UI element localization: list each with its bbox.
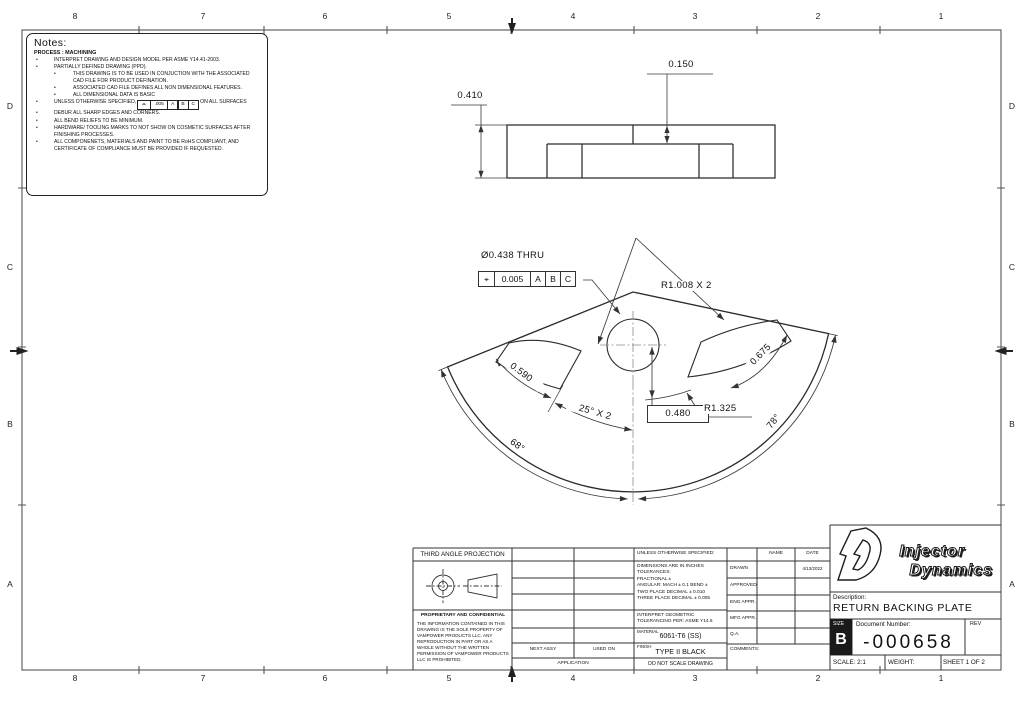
- position-symbol-icon: ⌖: [478, 271, 495, 287]
- fcf-datum-a: A: [530, 271, 546, 287]
- material-label: MATERIAL: [637, 629, 659, 634]
- surface-profile-fcf: ⌓ .005 A B C: [138, 100, 199, 110]
- note-surface-finish: • UNLESS OTHERWISE SPECIFIED, ⌓ .005 A B C ON ALL SURFACES: [34, 99, 261, 110]
- rev-label: REV: [970, 621, 982, 627]
- approval-row-label: DRAWN: [730, 566, 748, 571]
- approval-row-label: ENG APPR.: [730, 600, 756, 605]
- front-view-outline: [448, 292, 829, 492]
- position-fcf: [479, 271, 576, 287]
- dim-left-angle: 68°: [499, 431, 535, 461]
- slot-radius-leader-right: [636, 238, 724, 320]
- proprietary-body: THE INFORMATION CONTAINED IN THIS DRAWING IS THE SOLE PROPERTY OF VAMPOWER PRODUCTS LLC. ANY REPRODUCTION IN PART OR AS A WHOLE WITHOUT THE WRITTEN PERMISSION OF VAMPOWER PRODUCTS LLC IS PROHIBITED.: [417, 621, 509, 662]
- zone-row-left-d: D: [6, 101, 14, 111]
- zone-row-right-d: D: [1008, 101, 1016, 111]
- surface-profile-icon: ⌓: [137, 100, 151, 110]
- zone-col-bottom-1: 1: [938, 673, 944, 683]
- drawn-date: 4/13/2022: [802, 566, 823, 571]
- interpret-note: INTERPRET GEOMETRIC TOLERANCING PER: ASME Y14.5: [637, 613, 713, 625]
- notes-box: [26, 33, 268, 196]
- note-subitem: • THIS DRAWING IS TO BE USED IN CONJUCTION WITH THE ASSOCIATED CAD FILE FOR PRODUCT DEFINATION.: [54, 71, 250, 85]
- comments-label: COMMENTS:: [730, 647, 760, 652]
- dim-center-offset: 0.480: [647, 405, 709, 423]
- note-item: • DEBUR ALL SHARP EDGES AND CORNERS.: [36, 110, 161, 117]
- third-angle-projection-icon: [426, 569, 502, 603]
- dim-right-arc-length: 0.675: [740, 333, 782, 376]
- date-header: DATE: [806, 551, 819, 556]
- docnum-value: -000658: [863, 632, 954, 653]
- approval-row-label: Q.A.: [730, 632, 740, 637]
- notes-process: PROCESS : MACHINING: [34, 50, 97, 56]
- approval-row-label: MFG APPR.: [730, 616, 757, 621]
- dim-slot-angle: 25° X 2: [566, 400, 624, 425]
- scale-value: SCALE: 2:1: [833, 659, 866, 666]
- section-view-geometry: [507, 125, 775, 178]
- notes-title: Notes:: [34, 37, 67, 49]
- proprietary-title: PROPRIETARY AND CONFIDENTIAL: [420, 613, 506, 618]
- note-subitem: • ALL DIMENSIONAL DATA IS BASIC: [54, 92, 156, 99]
- sheet-label: SHEET 1 OF 2: [943, 659, 985, 666]
- zone-col-bottom-3: 3: [692, 673, 698, 683]
- hole-callout: Ø0.438 THRU: [481, 250, 545, 261]
- slot-radius-leader-left: [598, 238, 636, 344]
- finish-label: FINISH: [637, 644, 652, 649]
- size-label: SIZE: [833, 621, 845, 627]
- zone-col-bottom-8: 8: [72, 673, 78, 683]
- note-item: • ALL BEND RELIEFS TO BE MINIMUM.: [36, 117, 144, 124]
- fcf-datum-c: C: [560, 271, 576, 287]
- zone-col-bottom-6: 6: [322, 673, 328, 683]
- material-value: 6061-T6 (SS): [659, 633, 702, 640]
- note-item: • HARDWARE/ TOOLING MARKS TO NOT SHOW ON COSMETIC SURFACES AFTER FINISHING PROCESSES.: [36, 124, 251, 138]
- zone-col-top-6: 6: [322, 11, 328, 21]
- zone-col-top-4: 4: [570, 11, 576, 21]
- name-header: NAME: [769, 551, 783, 556]
- zone-row-left-c: C: [6, 262, 14, 272]
- zone-col-bottom-5: 5: [446, 673, 452, 683]
- note-item: • ALL COMPONENETS, MATERIALS AND PAINT TO BE RoHS COMPLIANT, AND CERTIFICATE OF COMPLIANCE MUST BE PROVIDED IF REQUESTED.: [36, 138, 239, 152]
- application-label: APPLICATION: [557, 661, 589, 666]
- zone-col-top-3: 3: [692, 11, 698, 21]
- zone-col-bottom-4: 4: [570, 673, 576, 683]
- dim-web-thickness: 0.150: [647, 60, 715, 70]
- size-value: B: [835, 631, 847, 648]
- zone-col-top-8: 8: [72, 11, 78, 21]
- zone-row-right-c: C: [1008, 262, 1016, 272]
- tolerance-header: UNLESS OTHERWISE SPECIFIED:: [637, 551, 715, 556]
- weight-label: WEIGHT:: [888, 659, 915, 666]
- next-assy-label: NEXT ASSY: [529, 647, 557, 652]
- no-scale-note: DO NOT SCALE DRAWING: [648, 661, 713, 667]
- dim-overall-height: 0.410: [450, 91, 490, 101]
- zone-col-top-2: 2: [815, 11, 821, 21]
- dim-slot-radius: R1.008 X 2: [661, 280, 712, 291]
- used-on-label: USED ON: [593, 647, 615, 652]
- zone-row-left-b: B: [7, 419, 13, 429]
- description-value: RETURN BACKING PLATE: [833, 602, 973, 614]
- dim-inner-radius: R1.325: [704, 403, 737, 414]
- brand-line-2: Dynamics: [909, 562, 993, 579]
- docnum-label: Document Number:: [856, 621, 911, 628]
- note-subitem: • ASSOCIATED CAD FILE DEFINES ALL NON DIMENSIONAL FEATURES.: [54, 85, 242, 92]
- note-item: • PARTIALLY DEFINED DRAWING (PPD).: [36, 64, 147, 71]
- zone-row-right-b: B: [1009, 419, 1015, 429]
- description-label: Description:: [833, 594, 867, 601]
- zone-col-bottom-7: 7: [200, 673, 206, 683]
- note-item: • INTERPRET DRAWING AND DESIGN MODEL PER ASME Y14.41-2003.: [36, 57, 221, 63]
- tolerance-body: DIMENSIONS ARE IN INCHES TOLERANCES: FRACTIONAL ± ANGULAR: MACH ± 0.1 BEND ± TWO PLACE DECIMAL ± 0.010 THREE PLACE DECIMAL ± 0.005: [637, 564, 711, 602]
- zone-row-right-a: A: [1009, 579, 1015, 589]
- dim-left-arc-length: 0.590: [498, 354, 544, 392]
- zone-col-bottom-2: 2: [815, 673, 821, 683]
- brand-line-1: Injector: [899, 543, 965, 560]
- dim-right-angle: 78°: [758, 404, 789, 440]
- projection-label: THIRD ANGLE PROJECTION: [420, 551, 505, 558]
- finish-value: TYPE II BLACK: [655, 647, 706, 656]
- zone-col-top-5: 5: [446, 11, 452, 21]
- zone-col-top-7: 7: [200, 11, 206, 21]
- fcf-datum-b: B: [545, 271, 561, 287]
- fcf-tolerance: 0.005: [494, 271, 531, 287]
- approval-row-label: APPROVED: [730, 583, 757, 588]
- zone-col-top-1: 1: [938, 11, 944, 21]
- zone-row-left-a: A: [7, 579, 13, 589]
